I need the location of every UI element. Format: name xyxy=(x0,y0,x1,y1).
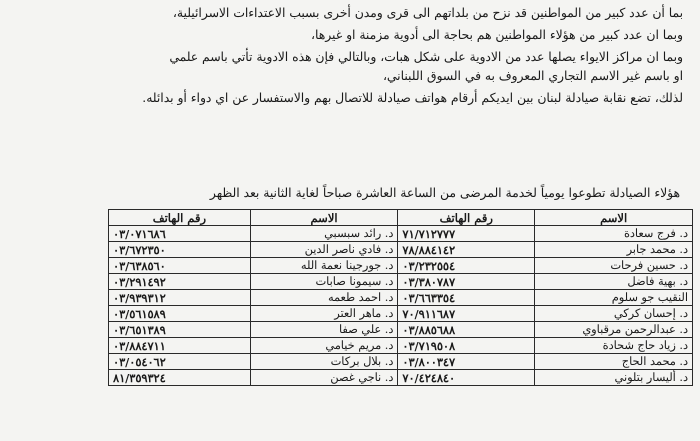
pharmacist-name: د. علي صفا xyxy=(250,322,398,338)
table-row xyxy=(109,290,693,306)
volunteer-heading: هؤلاء الصيادلة تطوعوا يومياً لخدمة المرضى من الساعة العاشرة صباحاً لغاية الثانية بعد الظهر xyxy=(209,186,680,200)
table-row xyxy=(109,258,693,274)
paragraph-3-line-1: وبما ان مراكز الايواء يصلها عدد من الادوية على شكل هبات، وبالتالي فإن هذه الادوية تأتي باسم علمي xyxy=(169,50,683,64)
pharmacist-name: د. رائد سبسبي xyxy=(250,226,398,242)
pharmacist-name: د. فرج سعادة xyxy=(535,226,693,242)
pharmacist-name: د. أليسار بتلوني xyxy=(535,370,693,386)
pharmacist-name: د. بهية فاضل xyxy=(535,274,693,290)
pharmacist-name: د. محمد جابر xyxy=(535,242,693,258)
pharmacist-phone: ٠٣/٠٧١٦٨٦ xyxy=(109,226,251,242)
pharmacist-phone: ٠٣/٣٨٠٧٨٧ xyxy=(398,274,535,290)
intro-paragraphs xyxy=(78,4,683,108)
pharmacist-phone: ٠٣/٨٨٤٧١١ xyxy=(109,338,251,354)
paragraph-1: بما أن عدد كبير من المواطنين قد نزح من بلداتهم الى قرى ومدن أخرى بسبب الاعتداءات الاسرائيلية، xyxy=(172,6,683,20)
pharmacist-name: د. ناجي غصن xyxy=(250,370,398,386)
pharmacist-name: النقيب جو سلوم xyxy=(535,290,693,306)
pharmacist-name: د. سيمونا صابات xyxy=(250,274,398,290)
pharmacist-name: د. بلال بركات xyxy=(250,354,398,370)
paragraph-4: لذلك، تضع نقابة صيادلة لبنان بين ايديكم أرقام هواتف صيادلة للاتصال بهم والاستفسار عن اي دواء أو بدائله. xyxy=(142,91,683,105)
pharmacist-name: د. جورجينا نعمة الله xyxy=(250,258,398,274)
pharmacist-name: د. احمد طعمه xyxy=(250,290,398,306)
pharmacist-phone: ٠٣/٦٧٢٣٥٠ xyxy=(109,242,251,258)
pharmacist-name: د. محمد الحاج xyxy=(535,354,693,370)
table-row xyxy=(109,274,693,290)
pharmacist-phone: ٠٣/٦٣٨٥٦٠ xyxy=(109,258,251,274)
table-row xyxy=(109,226,693,242)
pharmacist-phone: ٧٠/٤٢٤٨٤٠ xyxy=(398,370,535,386)
table-row xyxy=(109,338,693,354)
pharmacist-phone: ٧٨/٨٨٤١٤٢ xyxy=(398,242,535,258)
pharmacist-name: د. ماهر العتر xyxy=(250,306,398,322)
pharmacist-phone: ٠٣/٢٣٢٥٥٤ xyxy=(398,258,535,274)
pharmacist-phone: ٠٣/٦٥١٣٨٩ xyxy=(109,322,251,338)
table-row xyxy=(109,322,693,338)
table-header-row xyxy=(109,210,693,226)
pharmacist-name: د. فادي ناصر الدين xyxy=(250,242,398,258)
pharmacist-phone: ٠٣/٠٥٤٠٦٢ xyxy=(109,354,251,370)
header-phone-a: رقم الهاتف xyxy=(398,210,535,226)
pharmacist-phone: ٨١/٣٥٩٣٢٤ xyxy=(109,370,251,386)
pharmacist-phone: ٠٣/٥٦١٥٨٩ xyxy=(109,306,251,322)
pharmacist-phone: ٠٣/٨٠٠٣٤٧ xyxy=(398,354,535,370)
pharmacist-name: د. حسين فرحات xyxy=(535,258,693,274)
pharmacist-phone: ٧٠/٩١١٦٨٧ xyxy=(398,306,535,322)
table-row xyxy=(109,370,693,386)
pharmacist-phone: ٠٣/٦٦٣٣٥٤ xyxy=(398,290,535,306)
table-row xyxy=(109,242,693,258)
pharmacist-phone: ٠٣/٧١٩٥٠٨ xyxy=(398,338,535,354)
pharmacist-name: د. زياد حاج شحادة xyxy=(535,338,693,354)
pharmacist-phone: ٠٣/٩٣٩٣١٢ xyxy=(109,290,251,306)
table-row xyxy=(109,354,693,370)
header-name-b: الاسم xyxy=(250,210,398,226)
table-row xyxy=(109,306,693,322)
paragraph-2: وبما ان عدد كبير من هؤلاء المواطنين هم بحاجة الى أدوية مزمنة او غيرها، xyxy=(311,28,683,42)
header-phone-b: رقم الهاتف xyxy=(109,210,251,226)
paragraph-3-line-2: او باسم غير الاسم التجاري المعروف به في السوق اللبناني، xyxy=(382,69,683,83)
pharmacist-phone: ٧١/٧١٢٧٧٧ xyxy=(398,226,535,242)
pharmacist-phone: ٠٣/٨٨٥٦٨٨ xyxy=(398,322,535,338)
pharmacist-name: د. مريم خيامي xyxy=(250,338,398,354)
pharmacist-name: د. إحسان كركي xyxy=(535,306,693,322)
pharmacist-phone: ٠٣/٢٩١٤٩٢ xyxy=(109,274,251,290)
header-name-a: الاسم xyxy=(535,210,693,226)
pharmacist-name: د. عبدالرحمن مرقباوي xyxy=(535,322,693,338)
pharmacists-table xyxy=(108,209,693,386)
